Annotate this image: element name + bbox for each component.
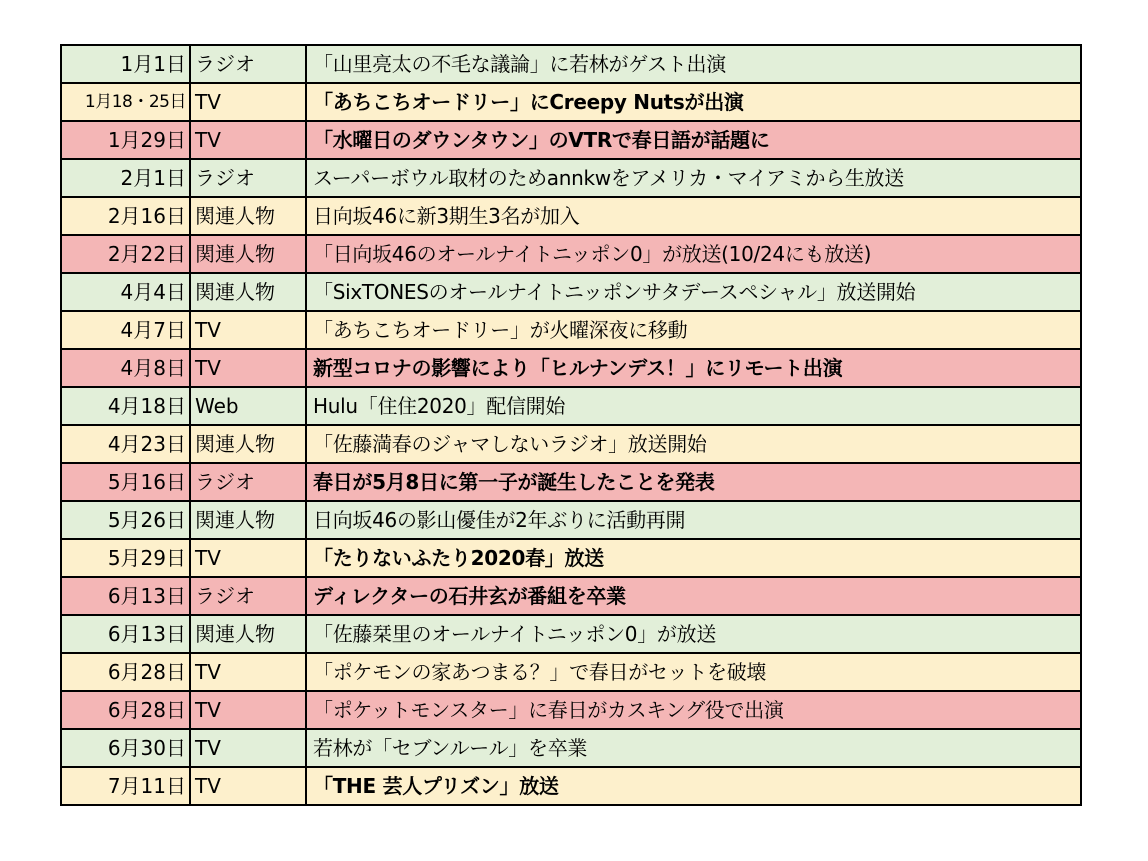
table-row (61, 691, 1081, 729)
category-cell: Web (190, 387, 306, 425)
event-cell: 「THE 芸人プリズン」放送 (306, 767, 1081, 805)
table-row (61, 539, 1081, 577)
date-cell: 1月29日 (61, 121, 190, 159)
table-row (61, 273, 1081, 311)
event-cell: 「たりないふたり2020春」放送 (306, 539, 1081, 577)
table-row (61, 197, 1081, 235)
event-cell: Hulu「住住2020」配信開始 (306, 387, 1081, 425)
date-cell: 6月28日 (61, 691, 190, 729)
date-cell: 4月7日 (61, 311, 190, 349)
date-cell: 5月16日 (61, 463, 190, 501)
event-cell: 「あちこちオードリー」にCreepy Nutsが出演 (306, 83, 1081, 121)
date-cell: 4月23日 (61, 425, 190, 463)
event-cell: 「山里亮太の不毛な議論」に若林がゲスト出演 (306, 45, 1081, 83)
event-cell: 日向坂46の影山優佳が2年ぶりに活動再開 (306, 501, 1081, 539)
event-cell: 「SixTONESのオールナイトニッポンサタデースペシャル」放送開始 (306, 273, 1081, 311)
event-cell: 「佐藤栞里のオールナイトニッポン0」が放送 (306, 615, 1081, 653)
date-cell: 5月29日 (61, 539, 190, 577)
event-cell: 「ポケモンの家あつまる？」で春日がセットを破壊 (306, 653, 1081, 691)
category-cell: ラジオ (190, 45, 306, 83)
date-cell: 4月8日 (61, 349, 190, 387)
date-cell: 2月16日 (61, 197, 190, 235)
table-row (61, 501, 1081, 539)
table-row (61, 159, 1081, 197)
event-cell: 「ポケットモンスター」に春日がカスキング役で出演 (306, 691, 1081, 729)
event-cell: ディレクターの石井玄が番組を卒業 (306, 577, 1081, 615)
event-cell: スーパーボウル取材のためannkwをアメリカ・マイアミから生放送 (306, 159, 1081, 197)
category-cell: TV (190, 83, 306, 121)
category-cell: TV (190, 121, 306, 159)
date-cell: 2月1日 (61, 159, 190, 197)
date-cell: 4月4日 (61, 273, 190, 311)
date-cell: 2月22日 (61, 235, 190, 273)
table-row (61, 425, 1081, 463)
category-cell: 関連人物 (190, 273, 306, 311)
category-cell: TV (190, 539, 306, 577)
event-cell: 日向坂46に新3期生3名が加入 (306, 197, 1081, 235)
event-cell: 「あちこちオードリー」が火曜深夜に移動 (306, 311, 1081, 349)
category-cell: 関連人物 (190, 425, 306, 463)
date-cell: 4月18日 (61, 387, 190, 425)
event-cell: 「日向坂46のオールナイトニッポン0」が放送(10/24にも放送) (306, 235, 1081, 273)
date-cell: 1月18・25日 (61, 83, 190, 121)
category-cell: 関連人物 (190, 501, 306, 539)
date-cell: 6月28日 (61, 653, 190, 691)
table-row (61, 121, 1081, 159)
table-row (61, 577, 1081, 615)
date-cell: 1月1日 (61, 45, 190, 83)
table-row (61, 45, 1081, 83)
date-cell: 6月13日 (61, 577, 190, 615)
event-cell: 若林が「セブンルール」を卒業 (306, 729, 1081, 767)
table-row (61, 729, 1081, 767)
table-row (61, 387, 1081, 425)
category-cell: TV (190, 729, 306, 767)
date-cell: 7月11日 (61, 767, 190, 805)
timeline-table (60, 44, 1082, 806)
timeline-body (61, 45, 1081, 805)
event-cell: 新型コロナの影響により「ヒルナンデス！」にリモート出演 (306, 349, 1081, 387)
event-cell: 「佐藤満春のジャマしないラジオ」放送開始 (306, 425, 1081, 463)
date-cell: 5月26日 (61, 501, 190, 539)
category-cell: TV (190, 349, 306, 387)
category-cell: 関連人物 (190, 615, 306, 653)
category-cell: 関連人物 (190, 197, 306, 235)
date-cell: 6月30日 (61, 729, 190, 767)
category-cell: ラジオ (190, 463, 306, 501)
table-row (61, 349, 1081, 387)
category-cell: TV (190, 653, 306, 691)
table-row (61, 235, 1081, 273)
category-cell: 関連人物 (190, 235, 306, 273)
event-cell: 「水曜日のダウンタウン」のVTRで春日語が話題に (306, 121, 1081, 159)
category-cell: TV (190, 767, 306, 805)
category-cell: ラジオ (190, 577, 306, 615)
table-row (61, 83, 1081, 121)
category-cell: TV (190, 311, 306, 349)
table-row (61, 311, 1081, 349)
table-row (61, 767, 1081, 805)
category-cell: TV (190, 691, 306, 729)
date-cell: 6月13日 (61, 615, 190, 653)
table-row (61, 653, 1081, 691)
table-row (61, 615, 1081, 653)
category-cell: ラジオ (190, 159, 306, 197)
event-cell: 春日が5月8日に第一子が誕生したことを発表 (306, 463, 1081, 501)
table-row (61, 463, 1081, 501)
